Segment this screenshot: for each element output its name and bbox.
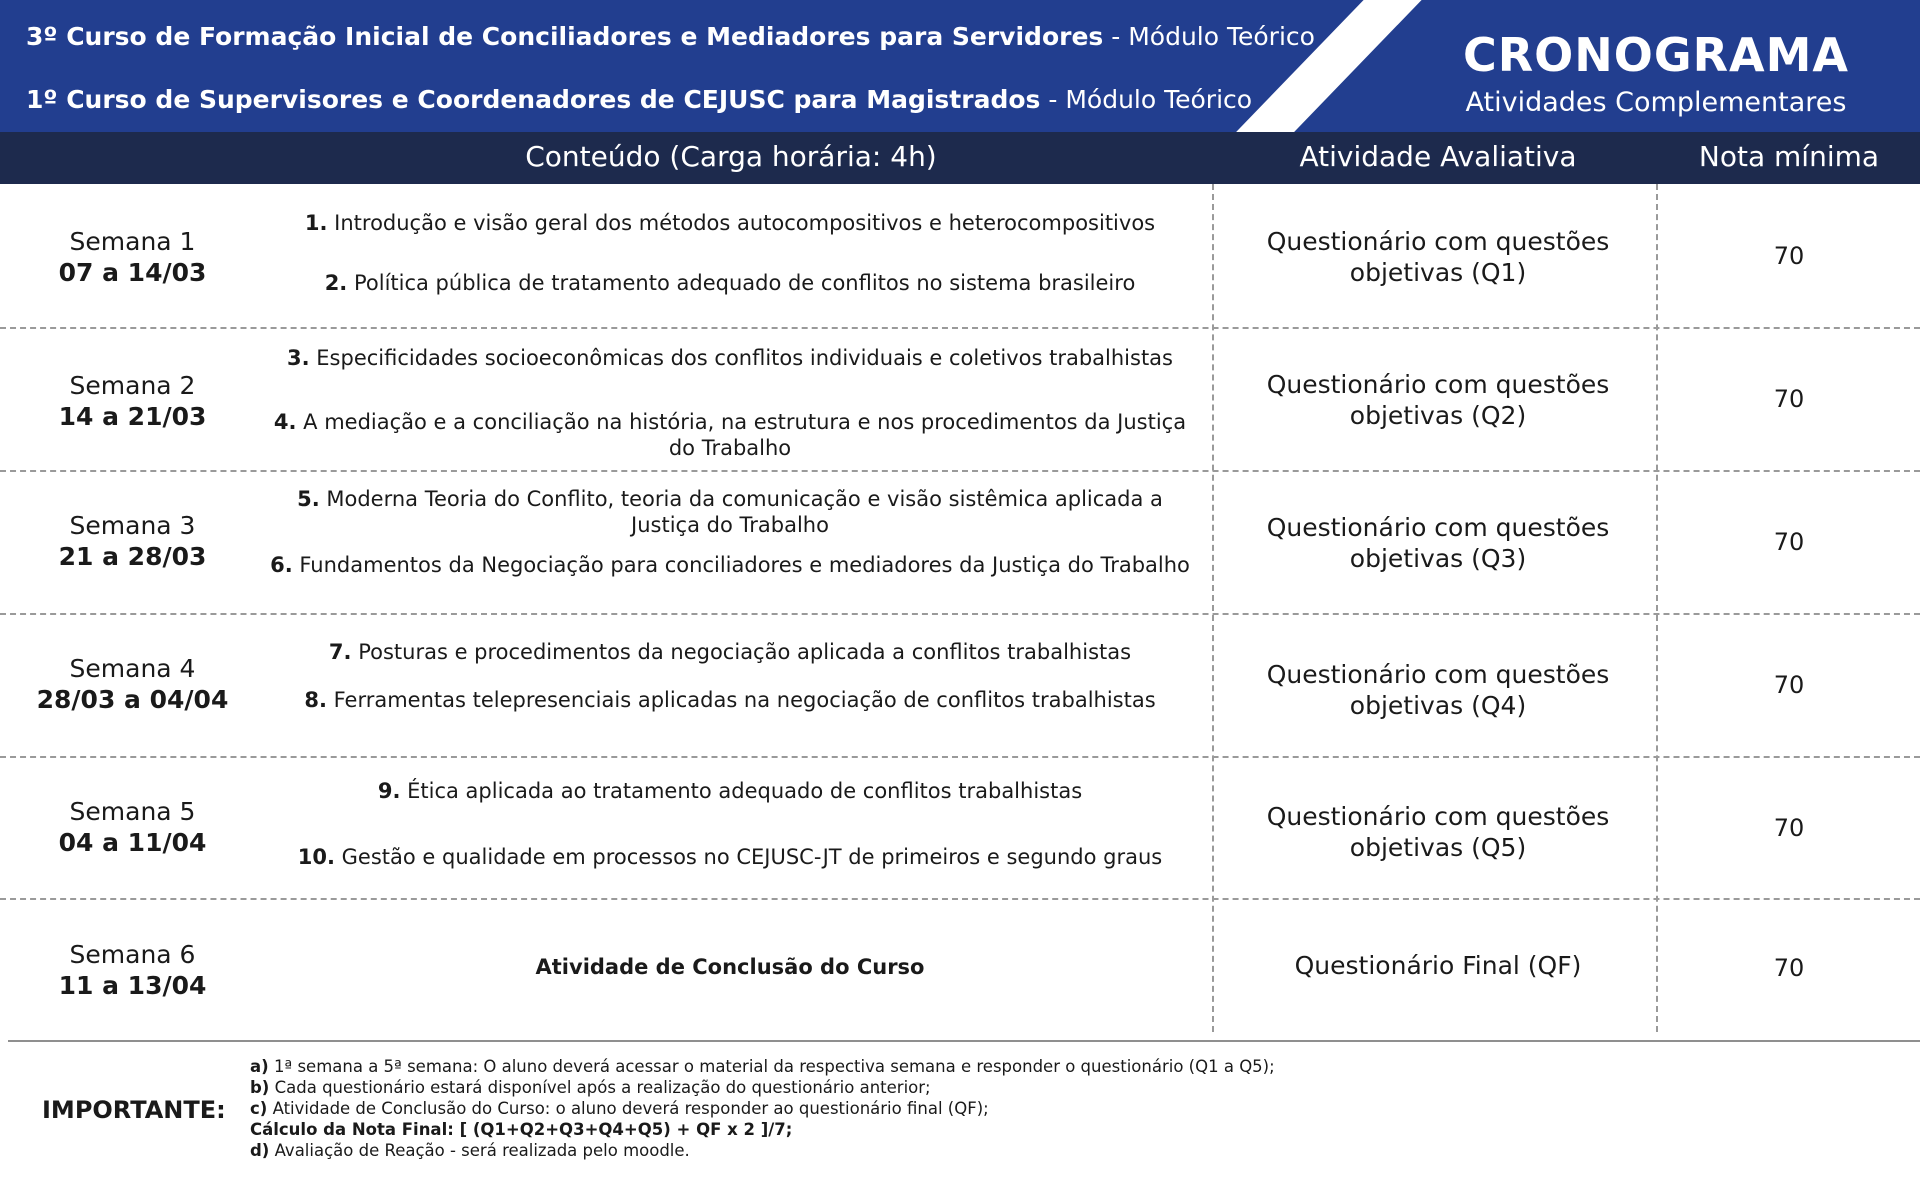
topic-item: 8. Ferramentas telepresenciais aplicadas na negociação de conflitos trabalhistas (304, 688, 1156, 712)
week-cell: Semana 2 14 a 21/03 (58, 371, 207, 431)
topic-item: 5. Moderna Teoria do Conflito, teoria da comunicação e visão sistêmica aplicada a Justiça do Trabalho (297, 487, 1163, 537)
week-cell: Semana 3 21 a 28/03 (58, 511, 207, 571)
column-header-content: Conteúdo (Carga horária: 4h) (525, 140, 937, 173)
topic-item: 6. Fundamentos da Negociação para conciliadores e mediadores da Justiça do Trabalho (270, 553, 1190, 577)
activity-cell: Questionário com questões objetivas (Q2) (1266, 370, 1610, 430)
divider (8, 1040, 1920, 1042)
topic-item: 10. Gestão e qualidade em processos no CEJUSC-JT de primeiros e segundo graus (297, 845, 1163, 869)
note-item: c) Atividade de Conclusão do Curso: o aluno deverá responder ao questionário final (QF); (250, 1099, 989, 1118)
column-header-grade: Nota mínima (1698, 140, 1880, 173)
activity-cell: Questionário com questões objetivas (Q5) (1266, 802, 1610, 862)
week-cell: Semana 6 11 a 13/04 (58, 940, 207, 1000)
grade-cell: 70 (1773, 954, 1805, 982)
table-row (0, 184, 1920, 327)
activity-cell: Questionário Final (QF) (1294, 951, 1582, 980)
topic-item: 4. A mediação e a conciliação na história, na estrutura e nos procedimentos da Justiça do Trabalho (273, 410, 1187, 460)
grade-cell: 70 (1773, 671, 1805, 699)
grade-cell: 70 (1773, 528, 1805, 556)
activity-cell: Questionário com questões objetivas (Q3) (1266, 513, 1610, 573)
table-row (0, 613, 1920, 756)
grade-cell: 70 (1773, 814, 1805, 842)
table-row (0, 898, 1920, 1041)
week-cell: Semana 1 07 a 14/03 (58, 227, 207, 287)
week-cell: Semana 4 28/03 a 04/04 (36, 654, 229, 714)
course-1-title: 3º Curso de Formação Inicial de Conciliadores e Mediadores para Servidores - Módulo Teórico (26, 22, 1315, 51)
important-label: IMPORTANTE: (42, 1096, 226, 1124)
week-cell: Semana 5 04 a 11/04 (58, 797, 207, 857)
topic-item: 2. Política pública de tratamento adequado de conflitos no sistema brasileiro (324, 271, 1136, 295)
topic-item: 9. Ética aplicada ao tratamento adequado de conflitos trabalhistas (377, 779, 1083, 803)
activity-cell: Questionário com questões objetivas (Q1) (1266, 227, 1610, 287)
topic-item: 7. Posturas e procedimentos da negociação aplicada a conflitos trabalhistas (328, 640, 1132, 664)
final-activity: Atividade de Conclusão do Curso (535, 955, 925, 979)
note-item: d) Avaliação de Reação - será realizada pelo moodle. (250, 1141, 690, 1160)
activity-cell: Questionário com questões objetivas (Q4) (1266, 660, 1610, 720)
topic-item: 1. Introdução e visão geral dos métodos autocompositivos e heterocompositivos (304, 211, 1156, 235)
topic-item: 3. Especificidades socioeconômicas dos conflitos individuais e coletivos trabalhistas (287, 346, 1173, 370)
table-row (0, 756, 1920, 899)
table-row (0, 327, 1920, 470)
table-header (0, 132, 1920, 184)
note-item: b) Cada questionário estará disponível após a realização do questionário anterior; (250, 1078, 931, 1097)
table-row (0, 470, 1920, 613)
page-title: CRONOGRAMA (1462, 28, 1850, 82)
note-item: Cálculo da Nota Final: [ (Q1+Q2+Q3+Q4+Q5) + QF x 2 ]/7; (250, 1120, 793, 1139)
grade-cell: 70 (1773, 385, 1805, 413)
course-2-title: 1º Curso de Supervisores e Coordenadores de CEJUSC para Magistrados - Módulo Teórico (26, 85, 1253, 114)
note-item: a) 1ª semana a 5ª semana: O aluno deverá acessar o material da respectiva semana e responder o questionário (Q1 a Q5); (250, 1057, 1275, 1076)
important-notes (250, 1056, 1850, 1161)
header-banner (0, 0, 1920, 132)
page-subtitle: Atividades Complementares (1465, 87, 1847, 118)
grade-cell: 70 (1773, 242, 1805, 270)
column-header-activity: Atividade Avaliativa (1299, 140, 1577, 173)
